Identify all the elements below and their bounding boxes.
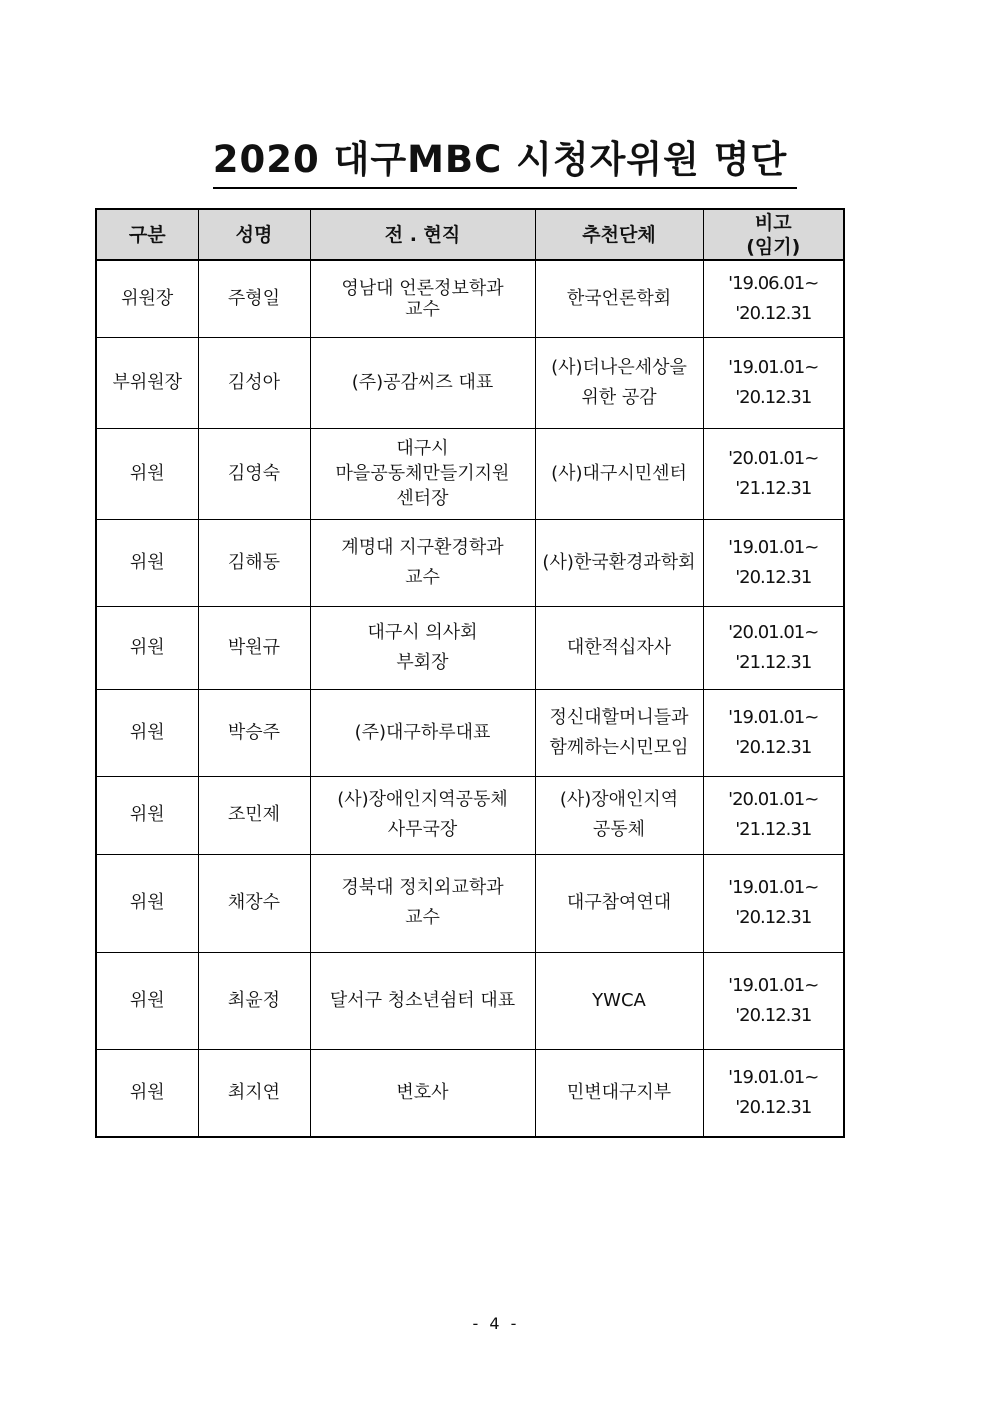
cell-name: 박원규	[198, 606, 310, 689]
cell-name: 채장수	[198, 854, 310, 952]
cell-term: '20.01.01~ '21.12.31	[703, 776, 844, 854]
cell-position: (주)공감씨즈 대표	[310, 337, 535, 428]
table-row	[96, 1049, 844, 1137]
cell-role: 위원	[96, 606, 198, 689]
cell-name: 김영숙	[198, 428, 310, 519]
cell-org: 정신대할머니들과 함께하는시민모임	[535, 689, 703, 776]
cell-position: 변호사	[310, 1049, 535, 1137]
cell-org: 대구참여연대	[535, 854, 703, 952]
cell-role: 위원장	[96, 260, 198, 337]
cell-position: 계명대 지구환경학과 교수	[310, 519, 535, 606]
cell-position: 대구시 마을공동체만들기지원 센터장	[310, 428, 535, 519]
cell-org: 민변대구지부	[535, 1049, 703, 1137]
table-row	[96, 519, 844, 606]
document-title-text: 2020 대구MBC 시청자위원 명단	[213, 135, 797, 189]
cell-role: 위원	[96, 952, 198, 1049]
cell-term: '19.01.01~ '20.12.31	[703, 952, 844, 1049]
cell-org: YWCA	[535, 952, 703, 1049]
cell-org: (사)대구시민센터	[535, 428, 703, 519]
cell-role: 위원	[96, 854, 198, 952]
cell-name: 주형일	[198, 260, 310, 337]
cell-role: 위원	[96, 776, 198, 854]
header-recommending-org: 추천단체	[535, 209, 703, 260]
cell-org: 한국언론학회	[535, 260, 703, 337]
table-row	[96, 689, 844, 776]
table-row	[96, 952, 844, 1049]
cell-name: 김해동	[198, 519, 310, 606]
cell-name: 박승주	[198, 689, 310, 776]
document-title	[0, 135, 992, 189]
cell-position: 달서구 청소년쉼터 대표	[310, 952, 535, 1049]
table-body	[96, 260, 844, 1137]
cell-position: 영남대 언론정보학과 교수	[310, 260, 535, 337]
cell-term: '19.01.01~ '20.12.31	[703, 854, 844, 952]
cell-name: 김성아	[198, 337, 310, 428]
table-row	[96, 260, 844, 337]
cell-role: 위원	[96, 428, 198, 519]
cell-role: 위원	[96, 689, 198, 776]
cell-position: (사)장애인지역공동체 사무국장	[310, 776, 535, 854]
table-header-row	[96, 209, 844, 260]
cell-term: '19.01.01~ '20.12.31	[703, 337, 844, 428]
table-row	[96, 606, 844, 689]
table-row	[96, 428, 844, 519]
cell-name: 조민제	[198, 776, 310, 854]
header-category: 구분	[96, 209, 198, 260]
cell-term: '19.01.01~ '20.12.31	[703, 689, 844, 776]
header-term-note: 비고 (임기)	[703, 209, 844, 260]
cell-name: 최윤정	[198, 952, 310, 1049]
cell-position: 대구시 의사회 부회장	[310, 606, 535, 689]
cell-term: '20.01.01~ '21.12.31	[703, 428, 844, 519]
cell-org: (사)한국환경과학회	[535, 519, 703, 606]
table-row	[96, 776, 844, 854]
cell-term: '20.01.01~ '21.12.31	[703, 606, 844, 689]
cell-name: 최지연	[198, 1049, 310, 1137]
table-header	[96, 209, 844, 260]
cell-position: 경북대 정치외교학과 교수	[310, 854, 535, 952]
table-row	[96, 854, 844, 952]
cell-org: 대한적십자사	[535, 606, 703, 689]
cell-term: '19.06.01~ '20.12.31	[703, 260, 844, 337]
table-row	[96, 337, 844, 428]
committee-roster-table	[95, 208, 845, 1138]
cell-term: '19.01.01~ '20.12.31	[703, 1049, 844, 1137]
cell-role: 위원	[96, 519, 198, 606]
cell-role: 부위원장	[96, 337, 198, 428]
cell-role: 위원	[96, 1049, 198, 1137]
page-number: - 4 -	[472, 1314, 520, 1333]
header-name: 성명	[198, 209, 310, 260]
cell-position: (주)대구하루대표	[310, 689, 535, 776]
cell-term: '19.01.01~ '20.12.31	[703, 519, 844, 606]
cell-org: (사)장애인지역 공동체	[535, 776, 703, 854]
header-position: 전 . 현직	[310, 209, 535, 260]
cell-org: (사)더나은세상을 위한 공감	[535, 337, 703, 428]
